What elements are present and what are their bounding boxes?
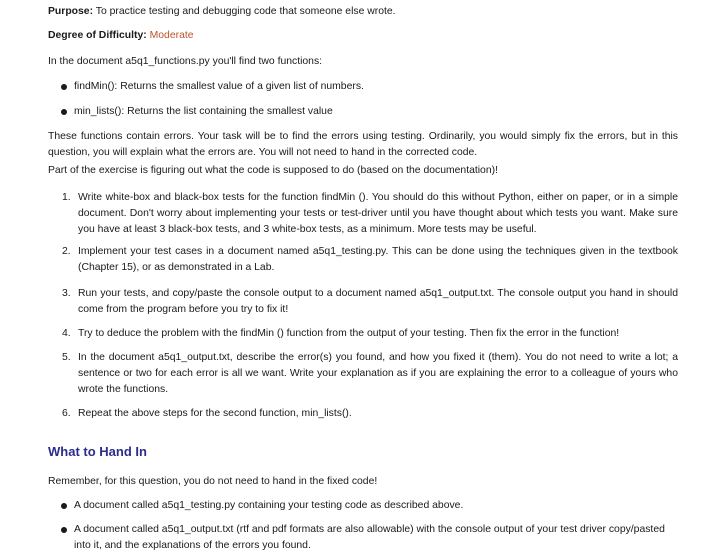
- hand-in-item: A document called a5q1_testing.py containing your testing code as described above.: [74, 500, 464, 511]
- step-text: Run your tests, and copy/paste the console output to a document named a5q1_output.txt. The console output you hand in should come from the program before you try to fix it!: [78, 288, 678, 315]
- step-text: Try to deduce the problem with the findMin () function from the output of your testing. Then fix the error in the function!: [78, 328, 620, 339]
- hand-in-item: A document called a5q1_output.txt (rtf and pdf formats are also allowable) with the console output of your test driver copy/pasted into it, and the explanations of the errors you found.: [74, 524, 665, 551]
- difficulty-value: Moderate: [149, 30, 194, 41]
- hand-in-heading: What to Hand In: [48, 444, 147, 459]
- function-item: findMin(): Returns the smallest value of a given list of numbers.: [74, 81, 364, 92]
- part-paragraph: Part of the exercise is figuring out what the code is supposed to do (based on the documentation)!: [48, 165, 498, 176]
- bullet-icon: [61, 84, 67, 90]
- purpose-text: To practice testing and debugging code that someone else wrote.: [95, 6, 396, 17]
- function-item: min_lists(): Returns the list containing the smallest value: [74, 106, 333, 117]
- difficulty-line: [48, 28, 711, 44]
- step-number: 6.: [62, 408, 71, 419]
- hand-in-note: Remember, for this question, you do not need to hand in the fixed code!: [48, 476, 378, 487]
- errors-paragraph: These functions contain errors. Your task will be to find the errors using testing. Ordinarily, you would simply fix the errors, but in this question, you will explain what the errors are. You will not need to hand in the corrected code.: [48, 131, 678, 158]
- step-number: 2.: [62, 246, 71, 257]
- bullet-icon: [61, 109, 67, 115]
- step-text: Write white-box and black-box tests for the function findMin (). You should do this without Python, either on paper, or in a simple document. Don't worry about implementing your tests or test-driver until you have thought about which tests you want. Make sure you have at least 3 black-box tests, and 3 white-box tests, as a minimum. More tests may be useful.: [78, 192, 678, 235]
- purpose-line: [48, 4, 711, 20]
- intro-text: In the document a5q1_functions.py you'll find two functions:: [48, 56, 323, 67]
- step-number: 5.: [62, 352, 71, 363]
- step-number: 3.: [62, 288, 71, 299]
- bullet-icon: [61, 527, 67, 533]
- step-text: Repeat the above steps for the second function, min_lists().: [78, 408, 352, 419]
- purpose-label: Purpose:: [48, 6, 94, 17]
- step-text: Implement your test cases in a document named a5q1_testing.py. This can be done using the techniques given in the textbook (Chapter 15), or as demonstrated in a Lab.: [78, 246, 678, 273]
- difficulty-label: Degree of Difficulty:: [48, 30, 147, 41]
- step-number: 1.: [62, 192, 71, 203]
- step-text: In the document a5q1_output.txt, describe the error(s) you found, and how you fixed it (them). You do not need to write a lot; a sentence or two for each error is all we want. Write your explanation as if you are explaining the error to a colleague of yours who wrote the functions.: [78, 352, 678, 395]
- step-number: 4.: [62, 328, 71, 339]
- bullet-icon: [61, 503, 67, 509]
